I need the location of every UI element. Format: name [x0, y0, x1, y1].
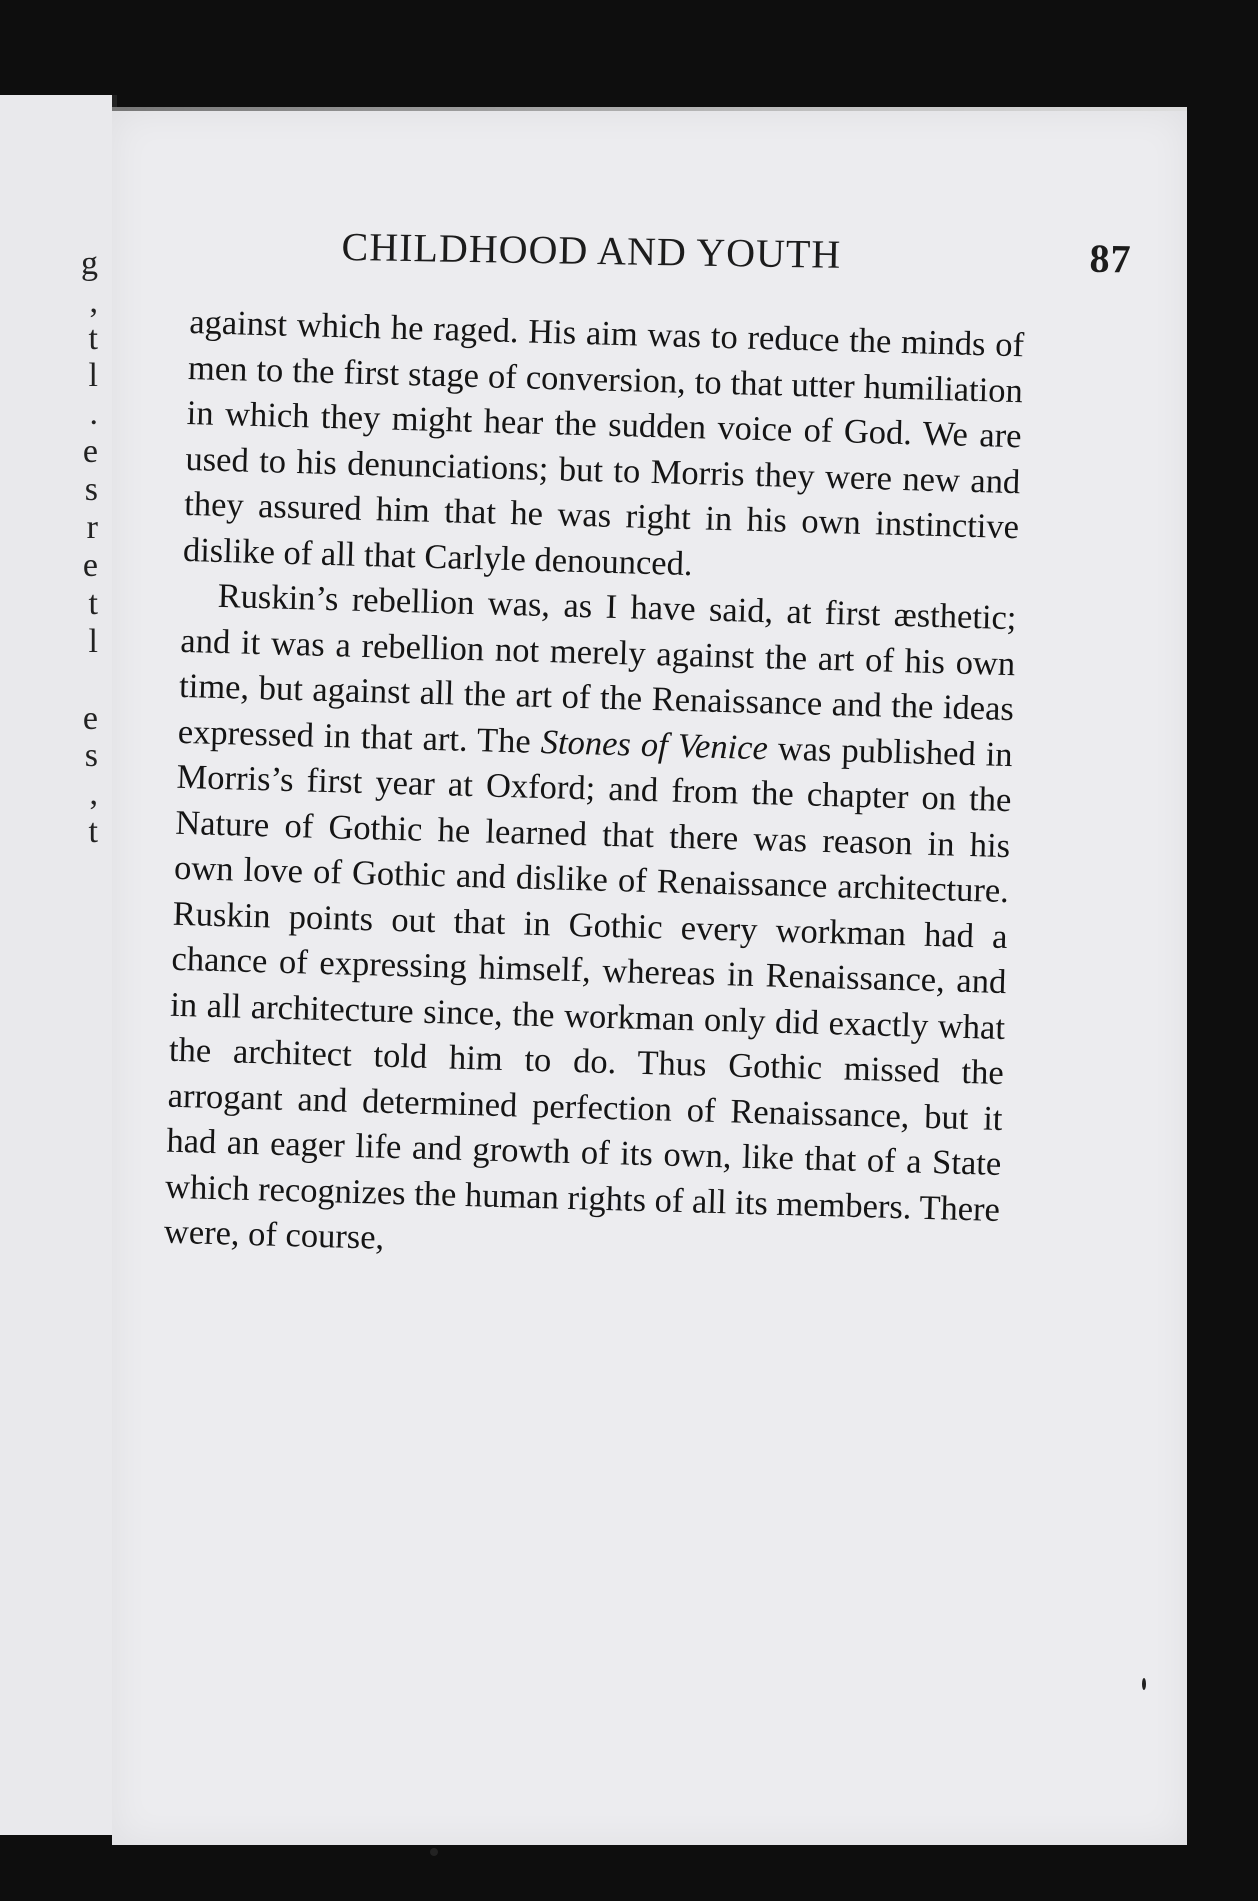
paragraph-2 [163, 573, 1017, 1279]
left-page-fragment: l [88, 623, 98, 660]
left-page-fragment: e [82, 700, 98, 737]
page-number: 87 [1089, 235, 1132, 282]
book-page [112, 110, 1187, 1845]
left-page-fragment: s [84, 471, 98, 508]
page-header [341, 223, 1132, 282]
page-top-edge [112, 107, 1187, 111]
left-page-fragment: e [82, 433, 98, 470]
left-page-fragment: s [84, 737, 98, 774]
left-page-fragment: , [89, 283, 98, 320]
paragraph-2-part-1: Ruskin’s rebellion was, as I have said, at first æsthetic; and it was a rebellion not merely against the art of his own time, but against all the art of the Renaissance and the ideas expressed in that art. The [177, 576, 1017, 761]
left-page-fragment: g [81, 245, 98, 282]
left-page-fragment: , [89, 775, 98, 812]
left-page-fragment: l [88, 357, 98, 394]
left-page-fragment: e [82, 547, 98, 584]
paragraph-2-part-2: was published in Morris’s first year at Oxford; and from the chapter on the Nature of Gothic he learned that there was reason in his own love of Gothic and dislike of Renaissance architecture. Ruskin points out that in Gothic every workman had a chance of expressing himself, whereas in Renaissance, and in all architecture since, the workman only did exactly what the architect told him to do. Thus Gothic missed the arrogant and determined perfection of Renaissance, but it had an eager life and growth of its own, like that of a State which recognizes the human rights of all its members. There were, of course, [163, 728, 1014, 1257]
paragraph-1: against which he raged. His aim was to reduce the minds of men to the first stage of conversion, to that utter humiliation in which they might hear the sudden voice of God. We are used to his denunciations; but to Morris they were new and they assured him that he was right in his own instinctive dislike of all that Carlyle denounced. [182, 302, 1025, 583]
running-head: CHILDHOOD AND YOUTH [341, 223, 842, 277]
left-page-fragment: t [88, 813, 98, 850]
ink-speck [430, 1848, 438, 1856]
left-page-fragment: . [89, 395, 98, 432]
body-text [163, 300, 1024, 1278]
left-page-fragment: t [88, 585, 98, 622]
left-page-fragment: t [88, 320, 98, 357]
left-page-edge [0, 95, 117, 1835]
book-title-italic: Stones of Venice [540, 722, 769, 767]
ink-speck [1142, 1678, 1146, 1690]
left-page-fragment: r [86, 509, 98, 546]
